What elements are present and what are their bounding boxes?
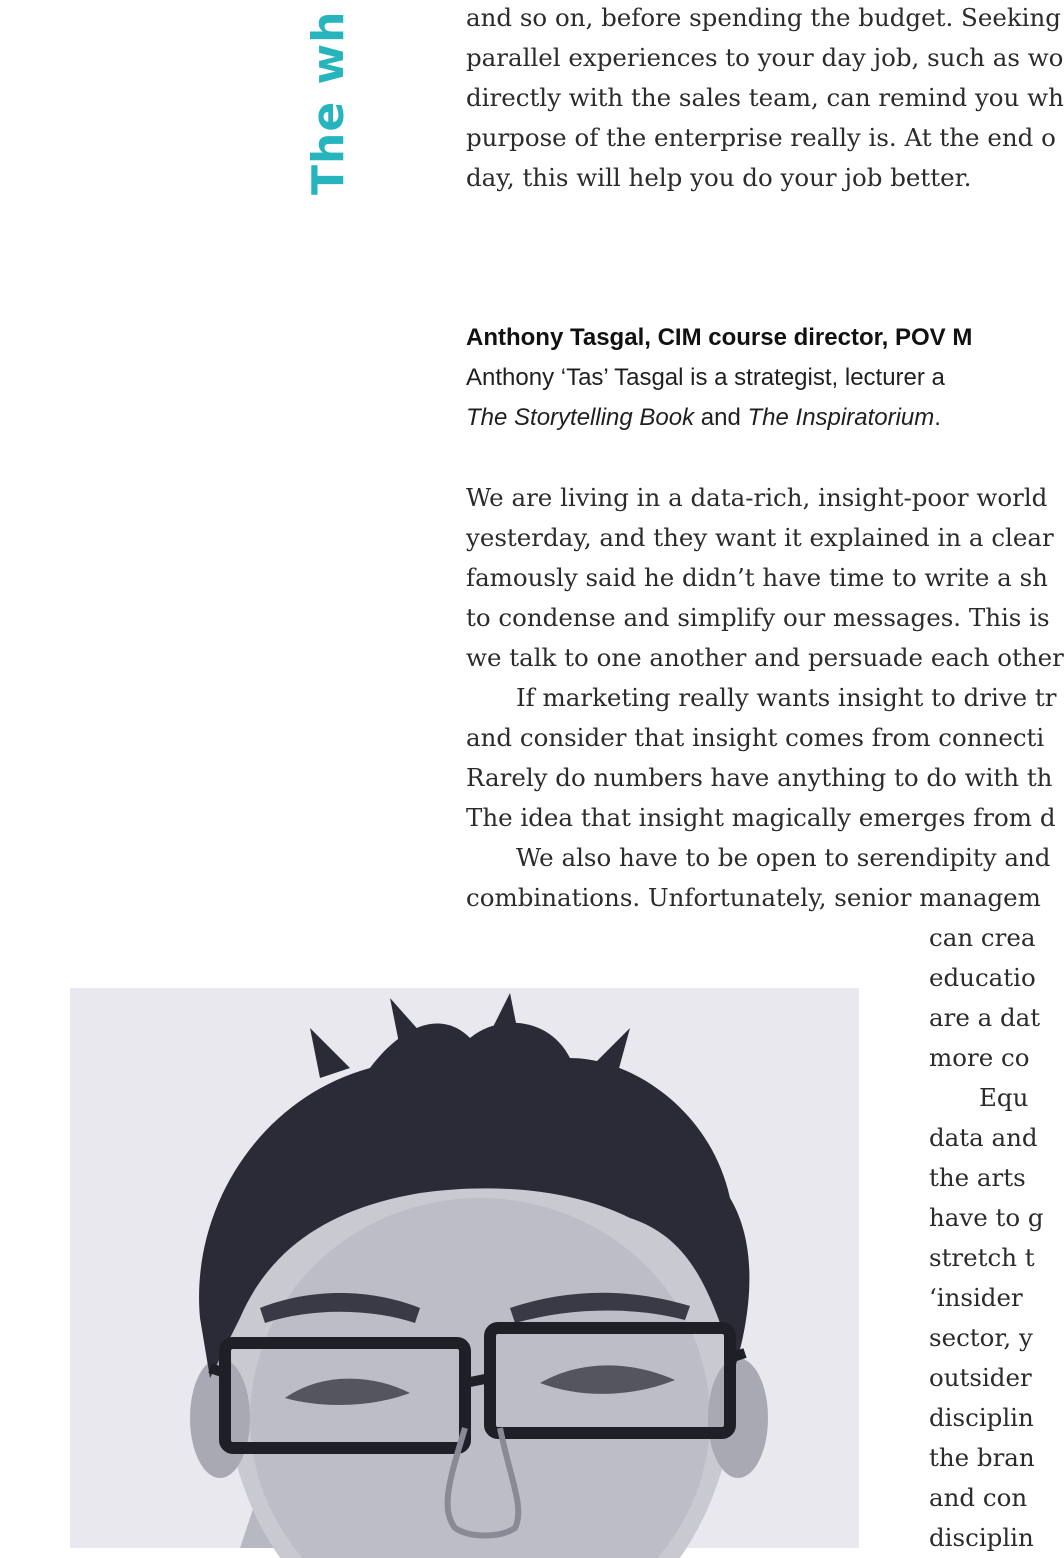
book-title-inspiratorium: The Inspiratorium [747, 404, 935, 431]
body-line-7: and consider that insight comes from connecti [466, 723, 1045, 752]
narrow-line-3: are a dat [929, 1003, 1041, 1032]
narrow-line-15: and con [929, 1483, 1028, 1512]
narrow-line-16: disciplin [929, 1523, 1034, 1552]
narrow-line-4: more co [929, 1043, 1030, 1072]
intro-line-2: parallel experiences to your day job, such as wo [466, 43, 1064, 72]
author-heading: Anthony Tasgal, CIM course director, POV M [466, 324, 973, 351]
body-line-3: famously said he didn’t have time to write a sh [466, 563, 1048, 592]
body-line-5: we talk to one another and persuade each other [466, 643, 1064, 672]
author-bio-line-2 [466, 398, 941, 438]
narrow-line-12: outsider [929, 1363, 1032, 1392]
bio-end: . [934, 404, 941, 431]
narrow-line-9: stretch t [929, 1243, 1035, 1272]
vertical-section-title: The wh [303, 10, 354, 195]
portrait-illustration [70, 988, 859, 1548]
narrow-line-6: data and [929, 1123, 1038, 1152]
narrow-line-10: ‘insider [929, 1283, 1023, 1312]
narrow-line-5: Equ [979, 1083, 1029, 1112]
intro-line-4: purpose of the enterprise really is. At the end o [466, 123, 1056, 152]
intro-line-3: directly with the sales team, can remind you wh [466, 83, 1064, 112]
body-line-4: to condense and simplify our messages. This is [466, 603, 1050, 632]
author-bio-line-1: Anthony ‘Tas’ Tasgal is a strategist, lecturer a [466, 364, 945, 391]
narrow-line-11: sector, y [929, 1323, 1033, 1352]
narrow-line-2: educatio [929, 963, 1036, 992]
narrow-line-14: the bran [929, 1443, 1035, 1472]
narrow-line-8: have to g [929, 1203, 1044, 1232]
body-line-6: If marketing really wants insight to drive tr [516, 683, 1057, 712]
narrow-line-13: disciplin [929, 1403, 1034, 1432]
body-line-8: Rarely do numbers have anything to do with th [466, 763, 1053, 792]
author-portrait-photo [70, 988, 859, 1548]
body-line-1: We are living in a data-rich, insight-poor world [466, 483, 1048, 512]
body-line-2: yesterday, and they want it explained in a clear [466, 523, 1054, 552]
body-line-10: We also have to be open to serendipity and [516, 843, 1051, 872]
intro-line-1: and so on, before spending the budget. Seeking [466, 3, 1061, 32]
body-line-11: combinations. Unfortunately, senior managem [466, 883, 1041, 912]
narrow-line-7: the arts [929, 1163, 1026, 1192]
bio-and: and [694, 404, 748, 431]
narrow-line-1: can crea [929, 923, 1036, 952]
intro-line-5: day, this will help you do your job better. [466, 163, 972, 192]
book-title-storytelling: The Storytelling Book [466, 404, 695, 431]
body-line-9: The idea that insight magically emerges from d [466, 803, 1056, 832]
